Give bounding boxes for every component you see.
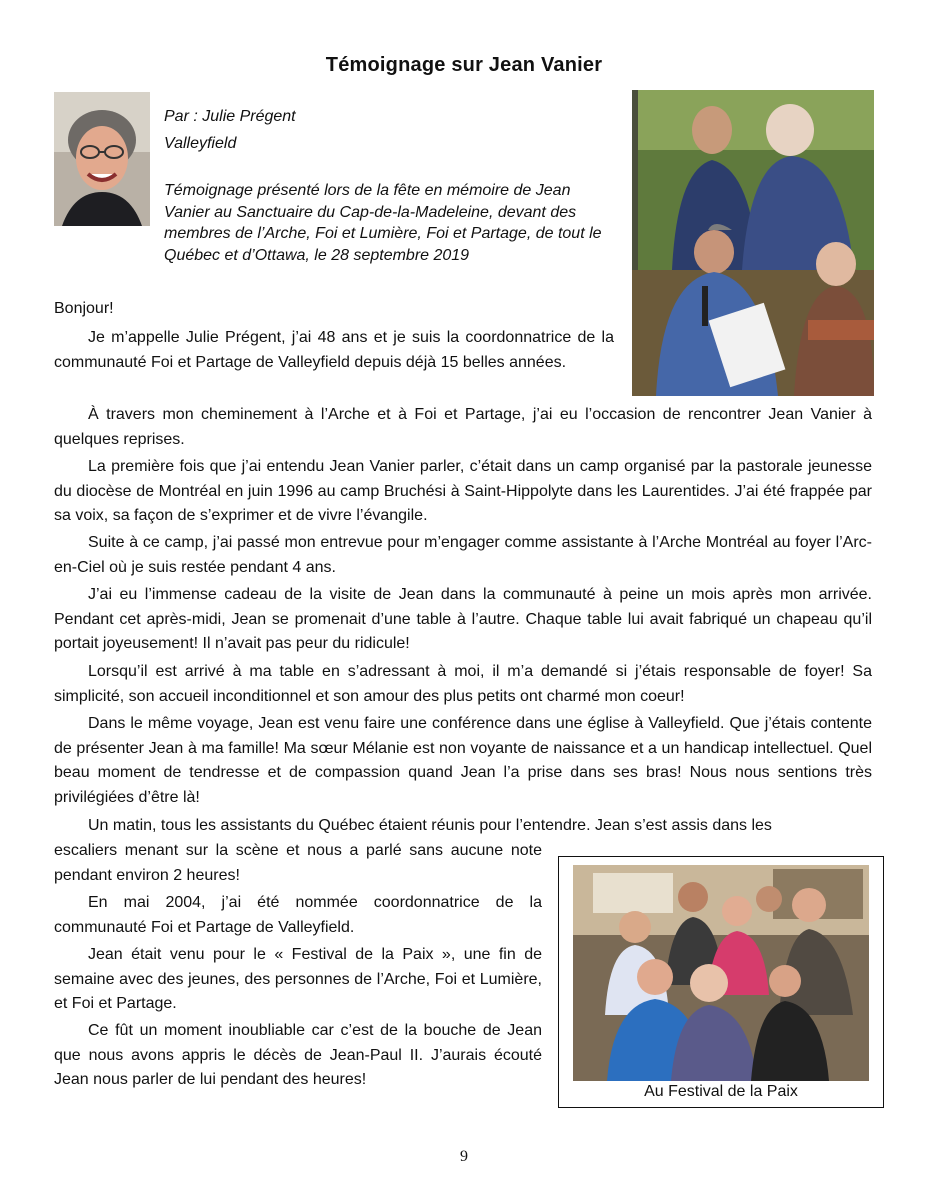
group-photo-frame — [558, 856, 884, 1108]
paragraph-table: Lorsqu’il est arrivé à ma table en s’adressant à moi, il m’a demandé si j’étais responsable de foyer! Sa simplicité, son accueil inconditionnel et son amour des plus petits ont charmé mon coeur! — [54, 663, 872, 705]
paragraph-first-meeting: La première fois que j’ai entendu Jean Vanier parler, c’était dans un camp organisé par la pastorale jeunesse du diocèse de Montréal en juin 1996 au camp Bruchési à Saint-Hippolyte dans les Laurentides. J’ai été frappée par sa voix, sa façon de s’exprimer et de vivre l’évangile. — [54, 458, 872, 524]
page-title: Témoignage sur Jean Vanier — [325, 54, 603, 76]
paragraph-morning-line2: escaliers menant sur la scène et nous a parlé sans aucune note pendant environ 2 heures! — [54, 842, 542, 884]
paragraph-introduction: Je m’appelle Julie Prégent, j’ai 48 ans et je suis la coordonnatrice de la communauté Foi et Partage de Valleyfield depuis déjà 15 belles années. — [54, 329, 614, 371]
page-number: 9 — [460, 1148, 468, 1165]
paragraph-arche-montreal: Suite à ce camp, j’ai passé mon entrevue pour m’engager comme assistante à l’Arche Montréal au foyer l’Arc-en-Ciel où je suis restée pendant 4 ans. — [54, 534, 872, 576]
paragraph-festival: Jean était venu pour le « Festival de la Paix », une fin de semaine avec des jeunes, des personnes de l’Arche, Foi et Lumière, et Foi et Partage. — [54, 946, 542, 1012]
jean-vanier-stage-photo — [632, 90, 874, 396]
festival-group-photo — [573, 865, 869, 1081]
paragraph-jean-paul: Ce fût un moment inoubliable car c’est de la bouche de Jean que nous avons appris le décès de Jean-Paul II. J’aurais écouté Jean nous parler de lui pendant des heures! — [54, 1022, 542, 1088]
author-location: Valleyfield — [164, 135, 237, 152]
intro-note — [54, 180, 610, 266]
group-photo-caption: Au Festival de la Paix — [644, 1083, 798, 1100]
author-name: Par : Julie Prégent — [164, 108, 296, 125]
paragraph-family: Dans le même voyage, Jean est venu faire une conférence dans une église à Valleyfield. Que j’étais contente de présenter Jean à ma famille! Ma sœur Mélanie est non voyante de naissance et a un handicap intellectuel. Quel beau moment de tendresse et de compassion quand Jean l’a prise dans ses bras! Nous nous sentions très privilégiées d’être là! — [54, 715, 872, 806]
paragraph-journey: À travers mon cheminement à l’Arche et à Foi et Partage, j’ai eu l’occasion de rencontrer Jean Vanier à quelques reprises. — [54, 406, 872, 448]
paragraph-morning-line1: Un matin, tous les assistants du Québec étaient réunis pour l’entendre. Jean s’est assis dans les — [88, 817, 772, 834]
intro-text: Témoignage présenté lors de la fête en mémoire de Jean Vanier au Sanctuaire du Cap-de-la-Madeleine, devant des membres de l’Arche, Foi et Lumière, Foi et Partage, de tout le Québec et d’Ottawa, le 28 septembre 2019 — [164, 182, 602, 264]
paragraph-coordinator: En mai 2004, j’ai été nommée coordonnatrice de la communauté Foi et Partage de Valleyfield. — [54, 894, 542, 936]
paragraph-visit: J’ai eu l’immense cadeau de la visite de Jean dans la communauté à peine un mois après mon arrivée. Pendant cet après-midi, Jean se promenait d’une table à l’autre. Chaque table lui avait fabriqué un chapeau qu’il portait joyeusement! Il n’avait pas peur du ridicule! — [54, 586, 872, 652]
paragraph-greeting: Bonjour! — [54, 300, 114, 317]
